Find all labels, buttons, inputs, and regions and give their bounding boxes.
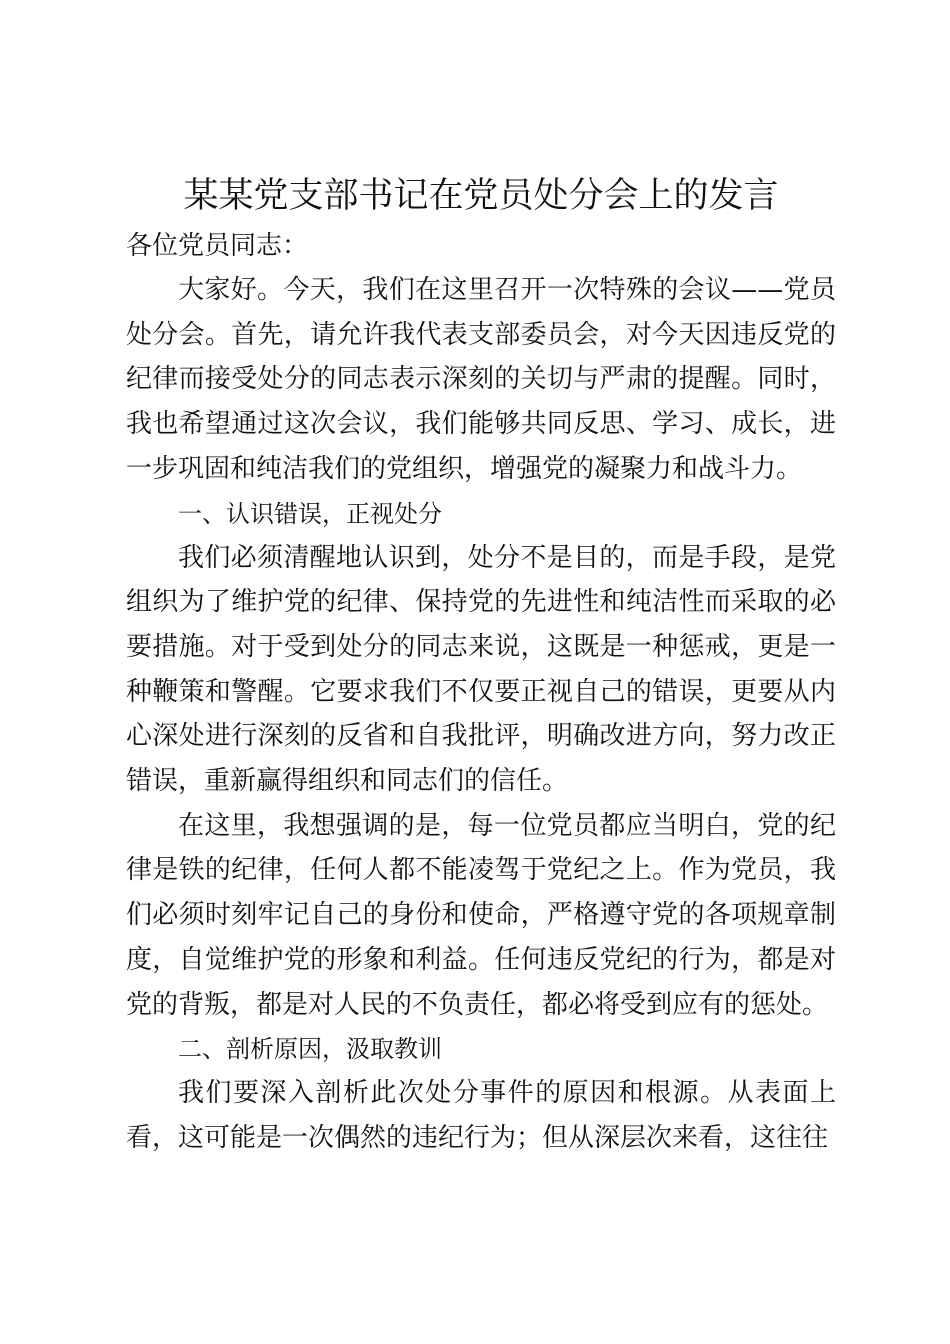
section-heading-2: 二、剖析原因，汲取教训 bbox=[178, 1035, 442, 1064]
section-heading-1: 一、认识错误，正视处分 bbox=[178, 499, 442, 528]
paragraph-section-1-a: 我们必须清醒地认识到，处分不是目的，而是手段，是党组织为了维护党的纪律、保持党的先进性和纯洁性而采取的必要措施。对于受到处分的同志来说，这既是一种惩戒，更是一种鞭策和警醒。它要求我们不仅要正视自己的错误，更要从内心深处进行深刻的反省和自我批评，明确改进方向，努力改正错误，重新赢得组织和同志们的信任。 bbox=[126, 542, 836, 797]
paragraph-section-2-a: 我们要深入剖析此次处分事件的原因和根源。从表面上看，这可能是一次偶然的违纪行为；但从深层次来看，这往往 bbox=[126, 1078, 836, 1153]
document-title: 某某党支部书记在党员处分会上的发言 bbox=[183, 176, 779, 216]
paragraph-opening: 大家好。今天，我们在这里召开一次特殊的会议——党员处分会。首先，请允许我代表支部委员会，对今天因违反党的纪律而接受处分的同志表示深刻的关切与严肃的提醒。同时，我也希望通过这次会议，我们能够共同反思、学习、成长，进一步巩固和纯洁我们的党组织，增强党的凝聚力和战斗力。 bbox=[126, 275, 836, 484]
paragraph-section-1-b: 在这里，我想强调的是，每一位党员都应当明白，党的纪律是铁的纪律，任何人都不能凌驾于党纪之上。作为党员，我们必须时刻牢记自己的身份和使命，严格遵守党的各项规章制度，自觉维护党的形象和利益。任何违反党纪的行为，都是对党的背叛，都是对人民的不负责任，都必将受到应有的惩处。 bbox=[126, 810, 836, 1020]
document-body bbox=[126, 170, 836, 1161]
salutation: 各位党员同志： bbox=[126, 231, 309, 261]
